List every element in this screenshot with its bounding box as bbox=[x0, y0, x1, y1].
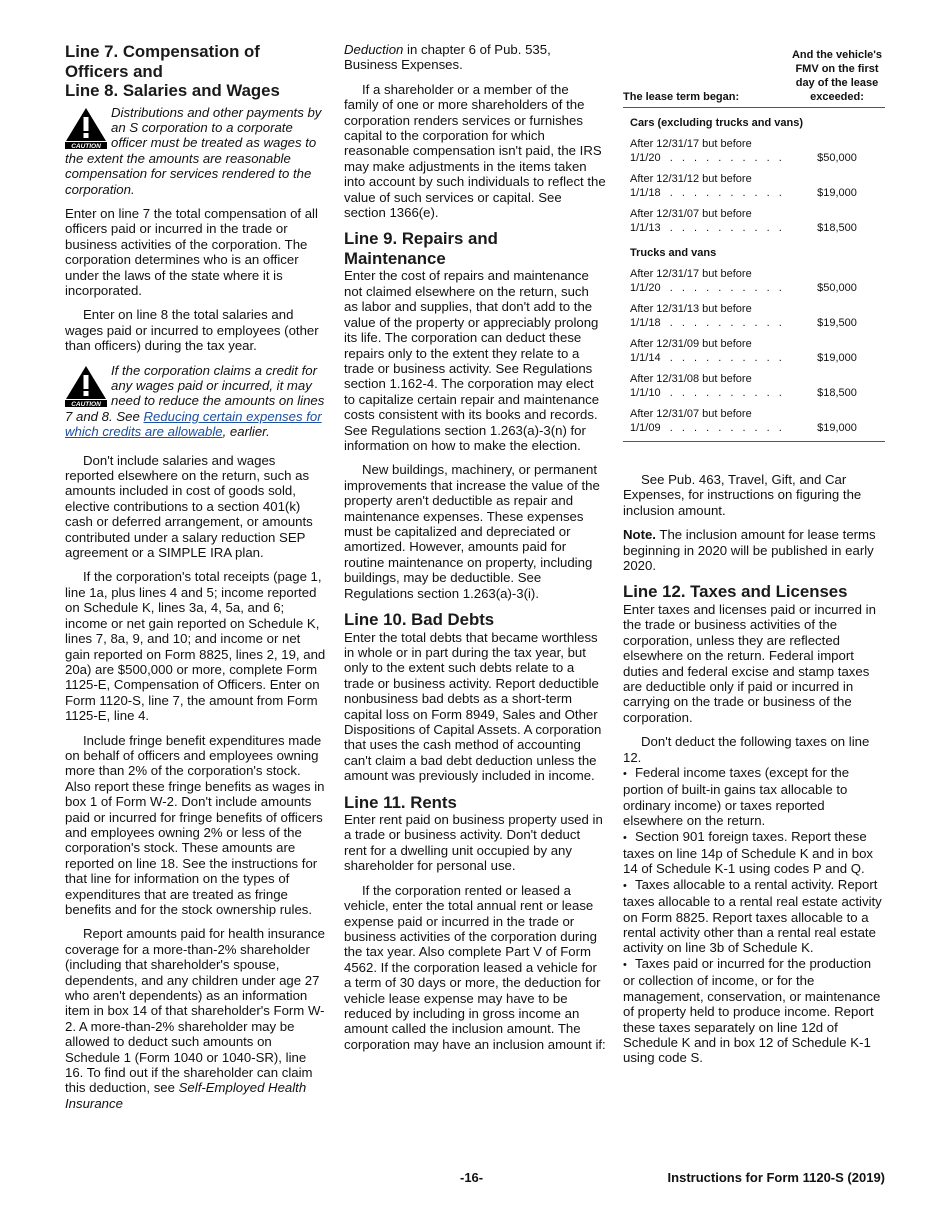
list-item-text: Section 901 foreign taxes. Report these taxes on line 14p of Schedule K and in box 14 of Schedule K-1 using codes P and Q. bbox=[623, 828, 874, 877]
paragraph-italic: Self-Employed Health Insurance bbox=[65, 1080, 307, 1111]
lease-term-start: After 12/31/08 but before bbox=[630, 373, 752, 385]
heading-line-2: Officers and bbox=[65, 61, 163, 81]
lease-term-end: 1/1/18 bbox=[630, 317, 661, 329]
caution-text-2-end: , earlier. bbox=[222, 424, 270, 440]
list-item-text: Taxes paid or incurred for the production or collection of income, or for the management, conservation, or maintenance of property held to produce income. Report these taxes separately on line 12d of Schedule K and in box 12 of Schedule K-1 using code S. bbox=[623, 955, 881, 1066]
leader-dots: . . . . . . . . . . bbox=[669, 152, 785, 164]
paragraph: Enter rent paid on business property used in a trade or business activity. Don't deduct rent for a dwelling unit occupied by any shareholder for personal use. bbox=[344, 812, 603, 874]
leader-dots: . . . . . . . . . . bbox=[669, 282, 785, 294]
caution-note-2 bbox=[65, 363, 327, 440]
heading-line-1: Line 7. Compensation of bbox=[65, 42, 260, 61]
caution-label: CAUTION bbox=[71, 142, 101, 149]
leader-dots: . . . . . . . . . . bbox=[669, 387, 785, 399]
fmv-amount-cell: $19,000 bbox=[817, 352, 857, 364]
table-row bbox=[623, 298, 885, 333]
taxes-bullet-list bbox=[623, 765, 885, 1066]
paragraph: If the corporation rented or leased a vehicle, enter the total annual rent or lease expense paid or incurred in the trade or business activities of the corporation during the tax year. Also complete Part V of Form 4562. If the corporation leased a vehicle for a term of 30 days or more, the deduction for vehicle lease expense may have to be reduced by including in gross income an amount called the inclusion amount. The corporation may have an inclusion amount if: bbox=[344, 882, 606, 1052]
table-section-title: Cars (excluding trucks and vans) bbox=[630, 117, 803, 129]
heading-line-1: Line 9. Repairs and bbox=[344, 229, 498, 249]
fmv-amount-cell: $19,000 bbox=[789, 403, 885, 442]
lease-term-cell bbox=[623, 298, 789, 333]
document-title: Instructions for Form 1120-S (2019) bbox=[667, 1170, 885, 1185]
note-label: Note. bbox=[623, 527, 656, 543]
paragraph-text: Report amounts paid for health insurance coverage for a more-than-2% shareholder (including that shareholder's spouse, dependents, and any children under age 27 who aren't dependents) as an information item in box 14 of that shareholder's Form W-2. A more-than-2% shareholder may be allowed to deduct such amounts on Schedule 1 (Form 1040 or 1040-SR), line 16. To find out if the shareholder can claim this deduction, see bbox=[65, 926, 325, 1096]
paragraph bbox=[65, 926, 327, 1111]
paragraph: Enter on line 8 the total salaries and wages paid or incurred to employees (other than officers) during the tax year. bbox=[65, 307, 319, 354]
heading-line-9 bbox=[344, 229, 606, 268]
bullet-icon: • bbox=[623, 879, 627, 892]
heading-line-3: Line 8. Salaries and Wages bbox=[65, 81, 280, 100]
page-number: -16- bbox=[460, 1170, 484, 1185]
table-row bbox=[623, 368, 885, 403]
lease-term-cell bbox=[623, 403, 789, 442]
fmv-amount-cell: $18,500 bbox=[817, 387, 857, 399]
lease-term-end: 1/1/18 bbox=[630, 187, 661, 199]
lease-term-cell bbox=[623, 203, 789, 238]
leader-dots: . . . . . . . . . . bbox=[669, 317, 785, 329]
lease-term-cell bbox=[623, 168, 789, 203]
column-1 bbox=[65, 42, 327, 1111]
fmv-amount-cell: $19,500 bbox=[817, 317, 857, 329]
table-row bbox=[623, 133, 885, 168]
table-body bbox=[623, 108, 885, 442]
fmv-amount-cell: $50,000 bbox=[817, 152, 857, 164]
paragraph-italic: Deduction bbox=[344, 42, 404, 57]
list-item-text: Federal income taxes (except for the portion of built-in gains tax allocable to ordinary income) or taxes reported elsewhere on the return. bbox=[623, 765, 850, 829]
caution-icon bbox=[65, 365, 107, 407]
lease-term-start: After 12/31/07 but before bbox=[630, 208, 752, 220]
table-row bbox=[623, 203, 885, 238]
table-header-fmv: And the vehicle's FMV on the first day of the lease exceeded: bbox=[789, 48, 885, 108]
table-row bbox=[623, 333, 885, 368]
lease-term-start: After 12/31/09 but before bbox=[630, 338, 752, 350]
lease-term-end: 1/1/20 bbox=[630, 152, 661, 164]
paragraph: Include fringe benefit expenditures made on behalf of officers and employees owning more than 2% of the corporation's stock. Also report these fringe benefits as wages in box 1 of Form W-2. Don't include amounts paid or incurred for fringe benefits of officers and employees owning 2% or less of the corporation's stock. These amounts are reported on line 18. See the instructions for that line for information on the types of expenditures that are treated as fringe benefits and for the stock ownership rules. bbox=[65, 732, 325, 917]
lease-term-start: After 12/31/07 but before bbox=[630, 408, 752, 420]
paragraph: If the corporation's total receipts (page 1, line 1a, plus lines 4 and 5; income reported on Schedule K, lines 3a, 4, 5a, and 6; income or net gain reported on Schedule K, lines 7, 8a, 9, and 10; and income or net gain reported on Form 8825, lines 2, 19, and 20a) are $500,000 or more, complete Form 1125-E, Compensation of Officers. Enter on Form 1120-S, line 7, the amount from Form 1125-E, line 4. bbox=[65, 569, 326, 724]
lease-term-start: After 12/31/13 but before bbox=[630, 303, 752, 315]
table-row bbox=[623, 403, 885, 442]
caution-icon bbox=[65, 107, 107, 149]
table-row bbox=[623, 168, 885, 203]
heading-line-11: Line 11. Rents bbox=[344, 792, 457, 812]
column-3 bbox=[623, 48, 885, 1066]
paragraph: Enter taxes and licenses paid or incurred in the trade or business activities of the corporation, unless they are reflected elsewhere on the return. Federal import duties and federal excise and stamp taxes are deductible only if paid or incurred in carrying on the trade or business of the corporation. bbox=[623, 601, 876, 725]
lease-term-start: After 12/31/12 but before bbox=[630, 173, 752, 185]
caution-label: CAUTION bbox=[71, 400, 101, 407]
lease-term-start: After 12/31/17 but before bbox=[630, 138, 752, 150]
caution-text-1: Distributions and other payments by an S corporation to a corporate officer must be treated as wages to the extent the amounts are reasonable compensation for services rendered to the corporation. bbox=[65, 104, 322, 197]
paragraph-text: in chapter 6 of Pub. 535, Business Expenses. bbox=[344, 42, 551, 73]
caution-note-1 bbox=[65, 105, 327, 197]
paragraph: Enter the total debts that became worthless in whole or in part during the tax year, but only to the extent such debts relate to a trade or business activity. Report deductible nonbusiness bad debts as a short-term capital loss on Form 8949, Sales and Other Dispositions of Capital Assets. A corporation that uses the cash method of accounting can't claim a bad debt deduction unless the amount was previously included in income. bbox=[344, 629, 602, 784]
heading-line-7-8 bbox=[65, 42, 327, 101]
paragraph: Don't deduct the following taxes on line 12. bbox=[623, 734, 870, 765]
lease-term-end: 1/1/09 bbox=[630, 422, 661, 434]
lease-term-end: 1/1/13 bbox=[630, 222, 661, 234]
paragraph bbox=[344, 42, 606, 73]
list-item-text: Taxes allocable to a rental activity. Report taxes allocable to a rental real estate activity on Form 8825. Report taxes allocable to a rental activity other than a rental real estate activity on line 3b of Schedule K. bbox=[623, 876, 882, 956]
fmv-amount-cell: $18,500 bbox=[817, 222, 857, 234]
caution-text-2: If the corporation claims a credit for any wages paid or incurred, it may need to reduce the amounts on lines 7 and 8. See bbox=[65, 362, 325, 424]
paragraph: Enter the cost of repairs and maintenance not claimed elsewhere on the return, such as labor and supplies, that don't add to the value of the property or appreciably prolong its life. The corporation can deduct these repairs only to the extent they relate to a trade or business activity. See Regulations section 1.162-4. The corporation may elect to capitalize certain repair and maintenance costs consistent with its books and records. See Regulations section 1.263(a)-3(n) for information on how to make the election. bbox=[344, 268, 600, 453]
table-row bbox=[623, 263, 885, 298]
note-text: The inclusion amount for lease terms beginning in 2020 will be published in early 2020. bbox=[623, 527, 876, 574]
bullet-icon: • bbox=[623, 958, 627, 971]
lease-term-start: After 12/31/17 but before bbox=[630, 268, 752, 280]
reducing-expenses-link[interactable]: Reducing certain expenses for which credits are allowable bbox=[65, 408, 322, 440]
lease-term-cell bbox=[623, 368, 789, 403]
table-section-title: Trucks and vans bbox=[630, 247, 717, 259]
bullet-icon: • bbox=[623, 768, 627, 780]
list-item bbox=[623, 765, 885, 829]
leader-dots: . . . . . . . . . . bbox=[669, 352, 785, 364]
paragraph: Don't include salaries and wages reported elsewhere on the return, such as amounts included in cost of goods sold, elective contributions to a section 401(k) cash or deferred arrangement, or amounts contributed under a salary reduction SEP agreement or a SIMPLE IRA plan. bbox=[65, 452, 313, 561]
leader-dots: . . . . . . . . . . bbox=[669, 422, 785, 434]
lease-term-end: 1/1/20 bbox=[630, 282, 661, 294]
paragraph: If a shareholder or a member of the family of one or more shareholders of the corporation renders services or furnishes capital to the corporation for which reasonable compensation isn't paid, the IRS may make adjustments in the items taken into account by such individuals to reflect the value of such services or capital. See section 1366(e). bbox=[344, 81, 606, 221]
table-header-lease-term: The lease term began: bbox=[623, 48, 789, 108]
lease-term-end: 1/1/10 bbox=[630, 387, 661, 399]
bullet-icon: • bbox=[623, 831, 627, 844]
leader-dots: . . . . . . . . . . bbox=[669, 187, 785, 199]
paragraph: Enter on line 7 the total compensation of all officers paid or incurred in the trade or business activities of the corporation. The corporation determines who is an officer under the laws of the state where it is incorporated. bbox=[65, 205, 318, 298]
lease-term-cell bbox=[623, 333, 789, 368]
leader-dots: . . . . . . . . . . bbox=[669, 222, 785, 234]
note-paragraph bbox=[623, 527, 885, 573]
lease-term-end: 1/1/14 bbox=[630, 352, 661, 364]
lease-term-cell bbox=[623, 263, 789, 298]
heading-line-12: Line 12. Taxes and Licenses bbox=[623, 582, 848, 602]
heading-line-2: Maintenance bbox=[344, 248, 446, 268]
list-item bbox=[623, 829, 885, 877]
paragraph: See Pub. 463, Travel, Gift, and Car Expenses, for instructions on figuring the inclusion amount. bbox=[623, 472, 862, 518]
list-item bbox=[623, 956, 885, 1066]
fmv-amount-cell: $19,000 bbox=[817, 187, 857, 199]
lease-term-cell bbox=[623, 133, 789, 168]
column-2 bbox=[344, 42, 606, 1052]
fmv-amount-cell: $50,000 bbox=[817, 282, 857, 294]
heading-line-10: Line 10. Bad Debts bbox=[344, 610, 495, 629]
paragraph: New buildings, machinery, or permanent improvements that increase the value of the property aren't deductible as repair and maintenance expenses. These expenses must be capitalized and depreciated or amortized. However, amounts paid for routine maintenance on property, including buildings, may be deductible. See Regulations section 1.263(a)-3(i). bbox=[344, 462, 600, 601]
lease-inclusion-table bbox=[623, 48, 885, 442]
list-item bbox=[623, 877, 885, 956]
